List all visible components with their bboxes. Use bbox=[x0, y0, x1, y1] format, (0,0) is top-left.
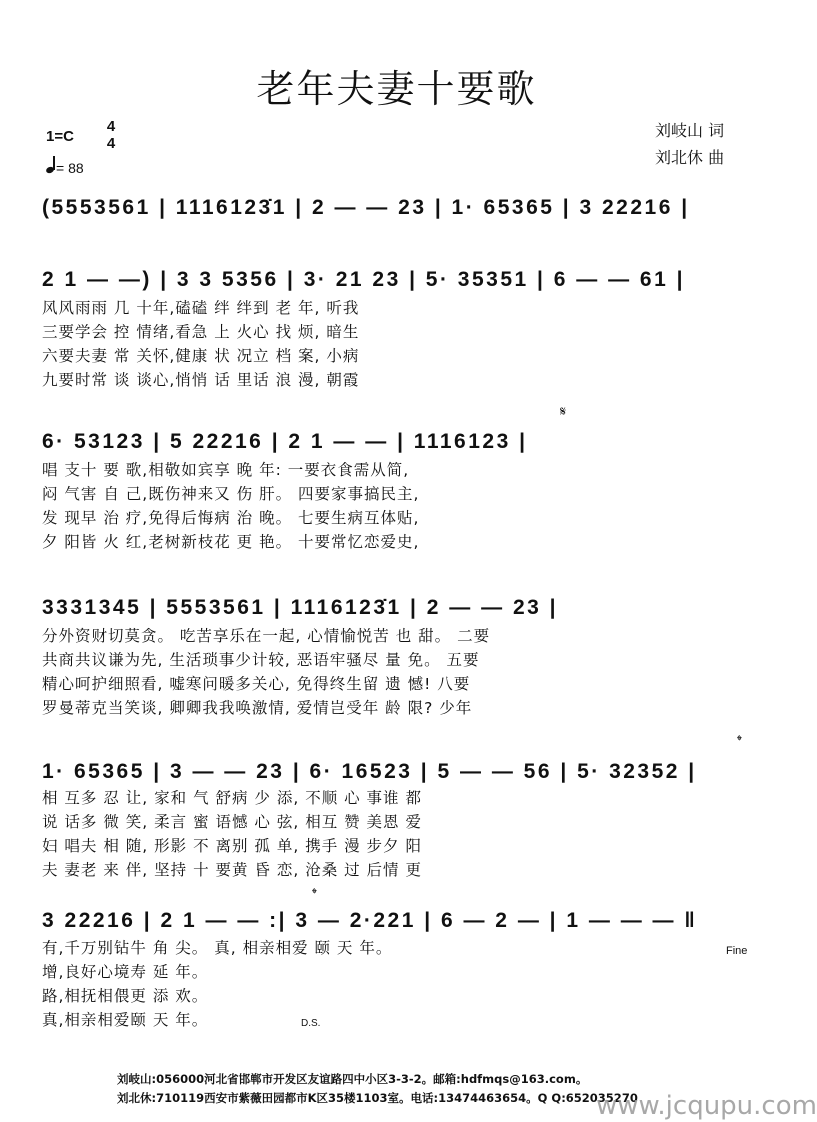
lyric-line: 说 话多 微 笑, 柔言 蜜 语憾 心 弦, 相互 赞 美恩 爱 bbox=[42, 813, 422, 831]
footer-contact-composer: 刘北休:710119西安市紫薇田园都市K区35楼1103室。电话:13474463654。Q Q:652035270 bbox=[117, 1091, 638, 1105]
tempo-value: = 88 bbox=[56, 160, 84, 176]
coda-sign: 𝄌 bbox=[737, 733, 742, 749]
footer-contact-lyricist: 刘岐山:056000河北省邯郸市开发区友谊路四中小区3-3-2。邮箱:hdfmqs@163.com。 bbox=[117, 1072, 588, 1086]
numbered-notation-row-6: 3 22216 | 2 1 — — :| 3 — 2·221 | 6 — 2 — | 1 — — — ‖ bbox=[42, 909, 698, 932]
lyrics-block-2 bbox=[42, 296, 754, 392]
lyrics-block-4 bbox=[42, 624, 754, 720]
lyric-line: 夕 阳皆 火 红,老树新枝花 更 艳。 十要常忆恋爱史, bbox=[42, 533, 420, 551]
tempo-marking bbox=[46, 160, 84, 176]
lyrics-block-5 bbox=[42, 786, 754, 882]
lyric-line: 分外资财切莫贪。 吃苦享乐在一起, 心情愉悦苦 也 甜。 二要 bbox=[42, 627, 491, 645]
lyric-line: 闷 气害 自 己,既伤神来又 伤 肝。 四要家事搞民主, bbox=[42, 485, 420, 503]
lyric-line: 增,良好心境寿 延 年。 bbox=[42, 963, 209, 981]
lyric-line: 有,千万别钻牛 角 尖。 真, 相亲相爱 颐 天 年。 bbox=[42, 939, 393, 957]
quarter-note-icon bbox=[46, 161, 56, 173]
lyrics-block-6 bbox=[42, 936, 754, 1032]
lyric-line: 夫 妻老 来 伴, 坚持 十 要黄 昏 恋, 沧桑 过 后情 更 bbox=[42, 861, 422, 879]
segno-sign: 𝄋 bbox=[560, 404, 567, 420]
lyric-line: 相 互多 忍 让, 家和 气 舒病 少 添, 不顺 心 事谁 都 bbox=[42, 789, 422, 807]
lyric-line: 风风雨雨 几 十年,磕磕 绊 绊到 老 年, 听我 bbox=[42, 299, 360, 317]
lyric-line: 真,相亲相爱颐 天 年。 bbox=[42, 1011, 209, 1029]
lyrics-block-3 bbox=[42, 458, 754, 554]
lyricist-credit: 刘岐山 词 bbox=[655, 121, 725, 140]
lyric-line: 路,相抚相偎更 添 欢。 bbox=[42, 987, 209, 1005]
ds-mark: D.S. bbox=[301, 1018, 321, 1029]
lyric-line: 九要时常 谈 谈心,悄悄 话 里话 浪 漫, 朝霞 bbox=[42, 371, 360, 389]
meter-top: 4 bbox=[106, 118, 116, 135]
coda-sign: 𝄌 bbox=[312, 886, 317, 902]
lyric-line: 妇 唱夫 相 随, 形影 不 离别 孤 单, 携手 漫 步夕 阳 bbox=[42, 837, 422, 855]
lyric-line: 罗曼蒂克当笑谈, 卿卿我我唤激情, 爱情岂受年 龄 限? 少年 bbox=[42, 699, 473, 717]
numbered-notation-row-5: 1· 65365 | 3 — — 23 | 6· 16523 | 5 — — 56 | 5· 32352 | bbox=[42, 760, 697, 783]
lyric-line: 发 现早 治 疗,免得后悔病 治 晚。 七要生病互体贴, bbox=[42, 509, 420, 527]
meter-bottom: 4 bbox=[106, 135, 116, 152]
numbered-notation-row-3: 6· 53123 | 5 22216 | 2 1 — — | 1116123 | bbox=[42, 430, 528, 453]
numbered-notation-row-1: (5553561 | 1116123̇1 | 2 — — 23 | 1· 65365 | 3 22216 | bbox=[42, 196, 690, 219]
composer-credit: 刘北休 曲 bbox=[655, 148, 725, 167]
time-signature bbox=[103, 118, 119, 152]
lyric-line: 三要学会 控 情绪,看急 上 火心 找 烦, 暗生 bbox=[42, 323, 360, 341]
lyric-line: 共商共议谦为先, 生活琐事少计较, 恶语牢骚尽 量 免。 五要 bbox=[42, 651, 480, 669]
lyric-line: 精心呵护细照看, 嘘寒问暖多关心, 免得终生留 遗 憾! 八要 bbox=[42, 675, 471, 693]
song-title: 老年夫妻十要歌 bbox=[256, 67, 537, 111]
numbered-notation-row-4: 3331345 | 5553561 | 1116123̇1 | 2 — — 23 | bbox=[42, 596, 559, 619]
lyric-line: 六要夫妻 常 关怀,健康 状 况立 档 案, 小病 bbox=[42, 347, 360, 365]
fine-mark: Fine bbox=[726, 945, 748, 957]
site-watermark: www.jcqupu.com bbox=[596, 1091, 817, 1121]
lyric-line: 唱 支十 要 歌,相敬如宾享 晚 年: 一要衣食需从简, bbox=[42, 461, 410, 479]
key-signature: 1=C bbox=[46, 128, 74, 145]
numbered-notation-row-2: 2 1 — —) | 3 3 5356 | 3· 21 23 | 5· 35351 | 6 — — 61 | bbox=[42, 268, 685, 291]
staff-row-1 bbox=[42, 190, 754, 236]
